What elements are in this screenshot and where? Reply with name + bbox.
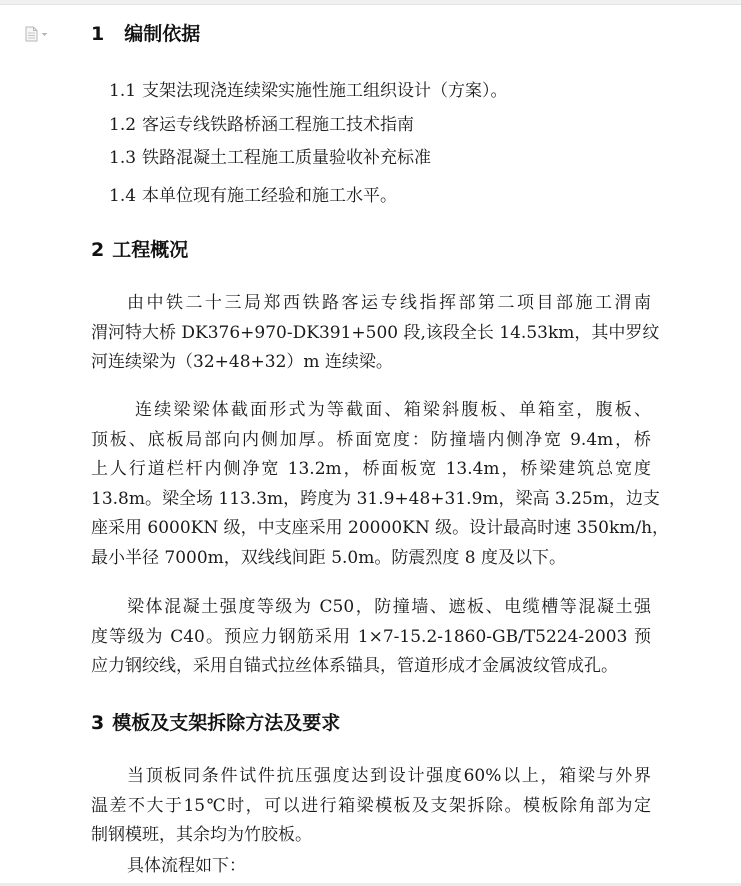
overview-paragraph-1: 由中铁二十三局郑西铁路客运专线指挥部第二项目部施工渭南 渭河特大桥 DK376+970-DK391+500 段,该段全长 14.53km，其中罗纹 河连续梁为（32+48+32）m 连续梁。 <box>91 293 660 372</box>
section-title: 模板及支架拆除方法及要求 <box>112 712 341 734</box>
section-heading-1: 1 编制依据 <box>91 23 201 45</box>
basis-item: 1.2 客运专线铁路桥涵工程施工技术指南 <box>109 115 415 135</box>
overview-paragraph-2: 连续梁梁体截面形式为等截面、箱梁斜腹板、单箱室，腹板、 顶板、底板局部向内侧加厚。桥面宽度：防撞墙内侧净宽 9.4m，桥 上人行道栏杆内侧净宽 13.2m，桥面板宽 13.4m，桥梁建筑总宽度 13.8m。梁全场 113.3m，跨度为 31.9+48+31.9m，梁高 3.25m，边支 座采用 6000KN 级，中支座采用 20000KN 级。设计最高时速 350km/h， 最小半径 7000m，双线线间距 5.0m。防震烈度 8 度及以下。 <box>91 400 670 568</box>
basis-item: 1.3 铁路混凝土工程施工质量验收补充标准 <box>109 148 432 168</box>
section-heading-3: 3 模板及支架拆除方法及要求 <box>91 712 341 734</box>
basis-item: 1.4 本单位现有施工经验和施工水平。 <box>109 186 398 206</box>
section-heading-2: 2 工程概况 <box>91 239 189 261</box>
basis-item: 1.1 支架法现浇连续梁实施性施工组织设计（方案）。 <box>109 81 508 101</box>
section-title: 编制依据 <box>124 23 201 45</box>
removal-paragraph-2: 具体流程如下： <box>127 856 246 876</box>
overview-paragraph-3: 梁体混凝土强度等级为 C50，防撞墙、遮板、电缆槽等混凝土强 度等级为 C40。预应力钢筋采用 1×7-15.2-1860-GB/T5224-2003 预 应力钢绞线，采用自锚式拉丝体系锚具，管道形成才金属波纹管成孔。 <box>91 597 651 676</box>
section-title: 工程概况 <box>112 239 189 261</box>
removal-paragraph-1: 当顶板同条件试件抗压强度达到设计强度60%以上，箱梁与外界 温差不大于15℃时，可以进行箱梁模板及支架拆除。模板除角部为定 制钢模班，其余均为竹胶板。 <box>91 766 651 845</box>
